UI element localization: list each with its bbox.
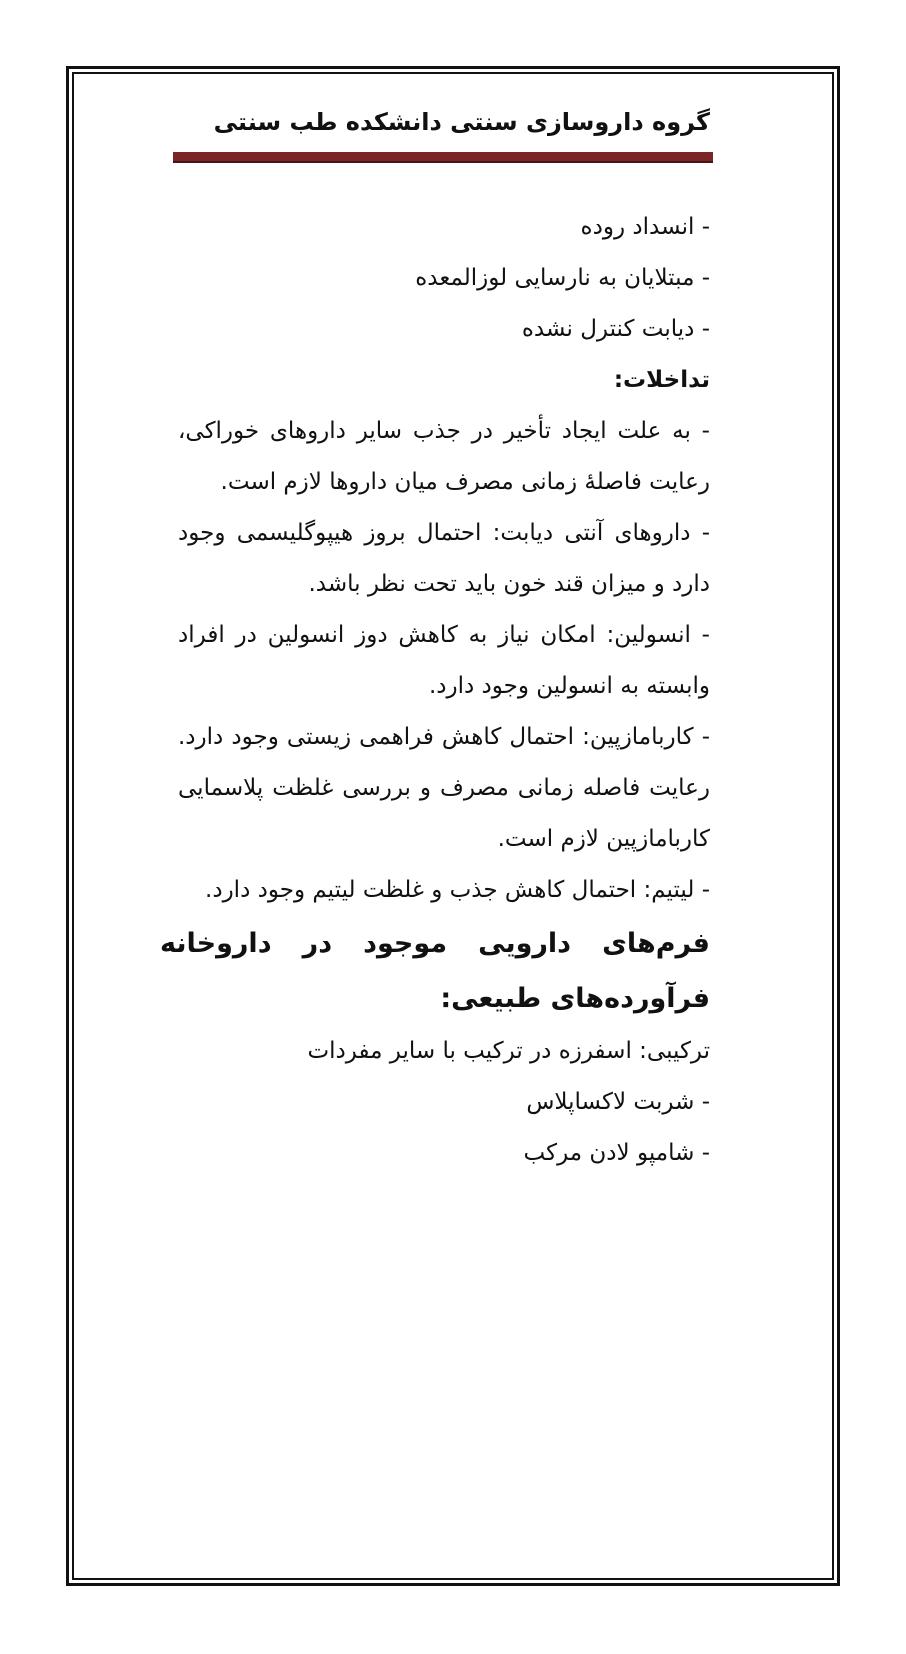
header-title: گروه داروسازی سنتی دانشکده طب سنتی [213, 108, 710, 136]
contraindication-item: - مبتلایان به نارسایی لوزالمعده [415, 265, 710, 291]
contraindication-item: - انسداد روده [580, 214, 710, 240]
header-rule [173, 152, 713, 163]
interaction-item: - لیتیم: احتمال کاهش جذب و غلظت لیتیم وجود دارد. [205, 877, 710, 903]
document-body [160, 202, 710, 1179]
dosage-form-item: - شربت لاکساپلاس [526, 1089, 710, 1115]
interactions-heading: تداخلات: [613, 367, 710, 393]
interaction-item: - کاربامازپین: احتمال کاهش فراهمی زیستی وجود دارد. رعایت فاصله زمانی مصرف و بررسی غلظت پلاسمایی کاربامازپین لازم است. [178, 724, 710, 852]
contraindication-item: - دیابت کنترل نشده [521, 316, 710, 342]
interaction-item: - انسولین: امکان نیاز به کاهش دوز انسولین در افراد وابسته به انسولین وجود دارد. [178, 622, 710, 699]
interaction-item: - داروهای آنتی دیابت: احتمال بروز هیپوگلیسمی وجود دارد و میزان قند خون باید تحت نظر باشد. [178, 520, 710, 597]
interaction-item: - به علت ایجاد تأخیر در جذب سایر داروهای خوراکی، رعایت فاصلۀ زمانی مصرف میان داروها لازم است. [178, 418, 710, 495]
dosage-forms-intro: ترکیبی: اسفرزه در ترکیب با سایر مفردات [307, 1038, 710, 1064]
dosage-form-item: - شامپو لادن مرکب [523, 1140, 710, 1166]
dosage-forms-heading: فرم‌های دارویی موجود در داروخانه فرآورده‌های طبیعی: [160, 928, 710, 1014]
